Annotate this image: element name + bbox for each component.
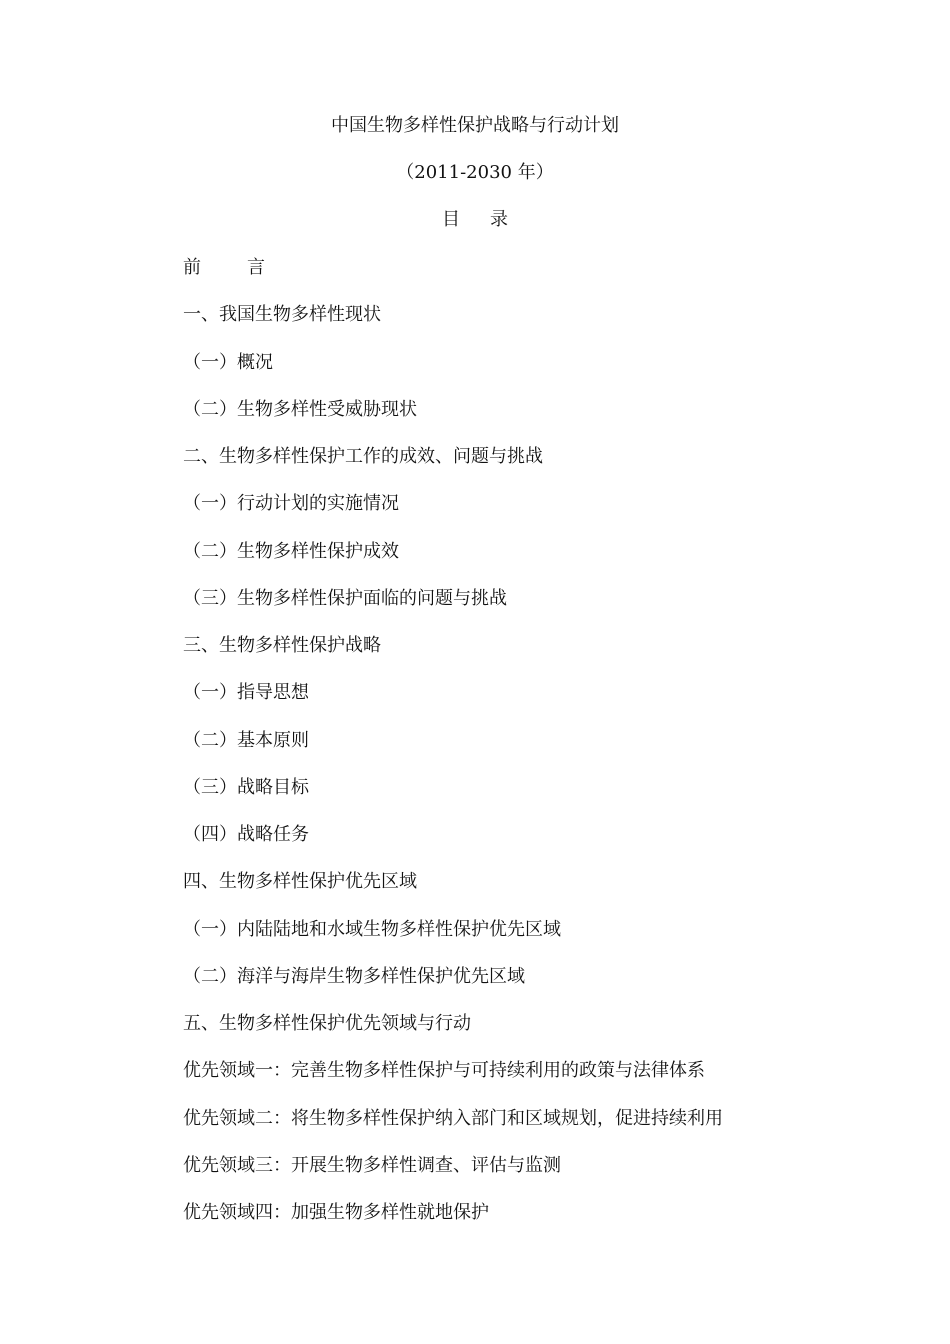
toc-item[interactable]: 三、生物多样性保护战略 <box>183 635 381 656</box>
preface-right: 言 <box>247 257 265 278</box>
toc-item[interactable]: 五、生物多样性保护优先领域与行动 <box>183 1013 471 1034</box>
toc-item-preface[interactable] <box>183 256 883 303</box>
toc-item[interactable]: 一、我国生物多样性现状 <box>183 304 381 326</box>
toc-item[interactable]: （二）生物多样性保护成效 <box>183 540 399 562</box>
document-subtitle: （2011-2030 年） <box>396 162 554 183</box>
toc-item[interactable]: （一）内陆陆地和水域生物多样性保护优先区域 <box>183 918 561 940</box>
toc-heading-right: 录 <box>490 209 508 230</box>
toc-item[interactable]: （二）生物多样性受威胁现状 <box>183 398 417 420</box>
toc-item[interactable]: （四）战略任务 <box>183 824 309 845</box>
toc-heading <box>0 208 950 232</box>
toc-item[interactable]: （一）概况 <box>183 351 273 373</box>
toc-item[interactable]: 四、生物多样性保护优先区域 <box>183 871 417 893</box>
toc-item[interactable]: 二、生物多样性保护工作的成效、问题与挑战 <box>183 446 543 467</box>
preface-left: 前 <box>183 257 201 278</box>
toc-item[interactable]: 优先领域二：将生物多样性保护纳入部门和区域规划，促进持续利用 <box>183 1107 723 1129</box>
toc-item[interactable]: （一）指导思想 <box>183 682 309 704</box>
toc-item[interactable]: （三）生物多样性保护面临的问题与挑战 <box>183 587 507 609</box>
toc-item[interactable]: （一）行动计划的实施情况 <box>183 493 399 515</box>
document-title: 中国生物多样性保护战略与行动计划 <box>331 115 619 136</box>
toc-item[interactable]: （三）战略目标 <box>183 776 309 798</box>
toc-item[interactable]: 优先领域四：加强生物多样性就地保护 <box>183 1202 489 1223</box>
toc-item[interactable]: （二）基本原则 <box>183 729 309 751</box>
toc-item[interactable]: 优先领域一：完善生物多样性保护与可持续利用的政策与法律体系 <box>183 1060 705 1082</box>
toc-item[interactable]: 优先领域三：开展生物多样性调查、评估与监测 <box>183 1154 561 1176</box>
toc-item[interactable]: （二）海洋与海岸生物多样性保护优先区域 <box>183 965 525 987</box>
table-of-contents <box>183 256 883 1248</box>
toc-heading-left: 目 <box>442 209 460 230</box>
